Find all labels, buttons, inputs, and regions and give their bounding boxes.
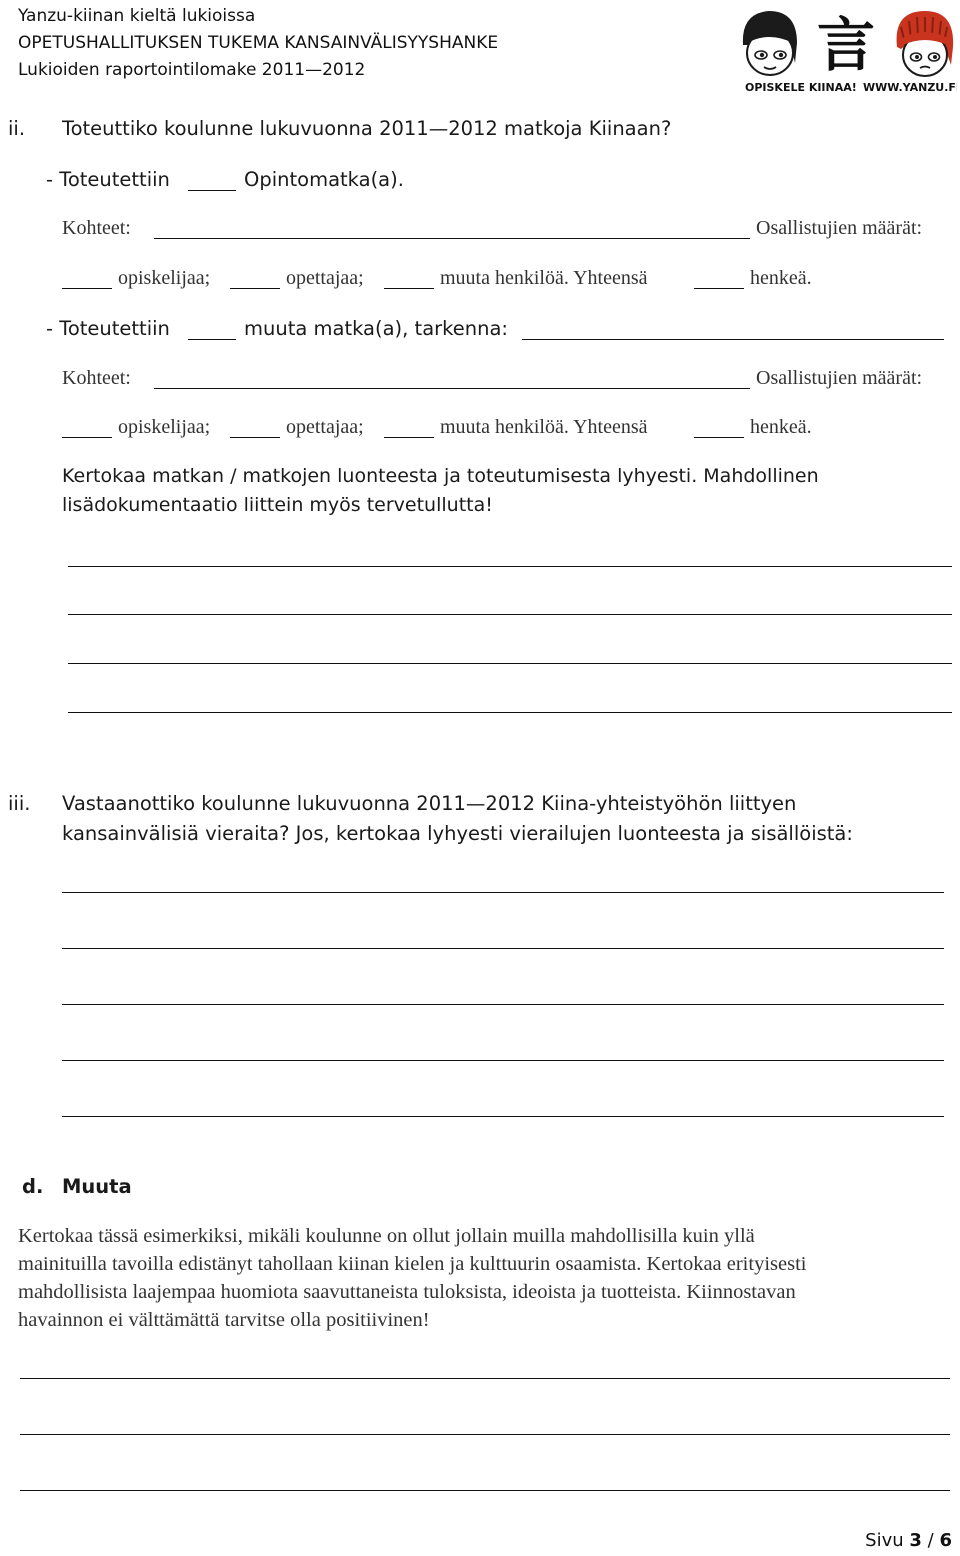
trip-description-line[interactable]	[68, 566, 952, 567]
other-trip-students-label: opiskelijaa;	[118, 416, 211, 438]
study-trip-teachers-field[interactable]	[230, 288, 280, 289]
page-total: 6	[939, 1530, 952, 1551]
section-d-line-4: havainnon ei välttämättä tarvitse olla positiivinen!	[18, 1309, 430, 1331]
svg-text:WWW.YANZU.FI: WWW.YANZU.FI	[863, 81, 957, 94]
trip-description-line[interactable]	[68, 712, 952, 713]
other-trip-specify-field[interactable]	[522, 339, 944, 340]
other-trip-persons-label: henkeä.	[750, 416, 812, 438]
section-iii-number: iii.	[8, 792, 31, 815]
study-trip-prefix: - Toteutettiin	[46, 168, 170, 191]
other-trip-students-field[interactable]	[62, 437, 112, 438]
page-separator: /	[927, 1530, 934, 1551]
visits-description-line[interactable]	[62, 1060, 944, 1061]
study-trip-total-field[interactable]	[694, 288, 744, 289]
other-notes-line[interactable]	[20, 1434, 950, 1435]
study-trip-persons-label: henkeä.	[750, 267, 812, 289]
section-d-title: Muuta	[62, 1175, 132, 1198]
other-trip-label: muuta matka(a), tarkenna:	[244, 317, 509, 340]
svg-text:言: 言	[816, 11, 876, 79]
section-d-line-1: Kertokaa tässä esimerkiksi, mikäli koulunne on ollut jollain muilla mahdollisilla kuin yllä	[18, 1225, 755, 1247]
study-trip-participants-label: Osallistujien määrät:	[756, 217, 923, 239]
other-trip-others-field[interactable]	[384, 437, 434, 438]
header-form-title: Lukioiden raportointilomake 2011—2012	[18, 60, 366, 80]
study-trip-count-field[interactable]	[188, 190, 236, 191]
page-current: 3	[909, 1530, 922, 1551]
yanzu-logo-graphic	[735, 5, 957, 95]
section-ii-number: ii.	[8, 117, 26, 140]
study-trip-teachers-label: opettajaa;	[286, 267, 364, 289]
trip-description-prompt-1: Kertokaa matkan / matkojen luonteesta ja toteutumisesta lyhyesti. Mahdollinen	[62, 465, 819, 487]
study-trip-others-field[interactable]	[384, 288, 434, 289]
header-funding-line: OPETUSHALLITUKSEN TUKEMA KANSAINVÄLISYYSHANKE	[18, 33, 499, 53]
page-prefix: Sivu	[865, 1530, 904, 1551]
other-notes-line[interactable]	[20, 1490, 950, 1491]
yan-character-icon	[817, 11, 875, 79]
section-d-number: d.	[22, 1175, 44, 1198]
trip-description-line[interactable]	[68, 614, 952, 615]
other-trip-others-label: muuta henkilöä. Yhteensä	[440, 416, 648, 438]
other-trip-count-field[interactable]	[188, 339, 236, 340]
yanzu-logo	[735, 5, 957, 95]
other-trip-teachers-field[interactable]	[230, 437, 280, 438]
trip-description-line[interactable]	[68, 663, 952, 664]
other-trip-participants-label: Osallistujien määrät:	[756, 367, 923, 389]
study-trip-destinations-field[interactable]	[154, 238, 750, 239]
visits-description-line[interactable]	[62, 948, 944, 949]
visits-description-line[interactable]	[62, 1116, 944, 1117]
study-trip-label: Opintomatka(a).	[244, 168, 404, 191]
section-d-paragraph	[18, 1222, 948, 1334]
visits-description-line[interactable]	[62, 892, 944, 893]
section-d-line-2: mainituilla tavoilla edistänyt tahollaan kiinan kielen ja kulttuurin osaamista. Kertokaa erityisesti	[18, 1253, 807, 1275]
study-trip-destinations-label: Kohteet:	[62, 217, 131, 239]
study-trip-students-label: opiskelijaa;	[118, 267, 211, 289]
study-trip-students-field[interactable]	[62, 288, 112, 289]
section-iii-question-1: Vastaanottiko koulunne lukuvuonna 2011—2012 Kiina-yhteistyöhön liittyen	[62, 792, 797, 815]
study-trip-others-label: muuta henkilöä. Yhteensä	[440, 267, 648, 289]
trip-description-prompt-2: lisädokumentaatio liittein myös tervetullutta!	[62, 494, 493, 516]
section-d-line-3: mahdollisista laajempaa huomiota saavuttaneista tuloksista, ideoista ja tuotteista. Kiinnostavan	[18, 1281, 796, 1303]
other-trip-prefix: - Toteutettiin	[46, 317, 170, 340]
other-notes-line[interactable]	[20, 1378, 950, 1379]
section-ii-question: Toteuttiko koulunne lukuvuonna 2011—2012 matkoja Kiinaan?	[62, 117, 672, 140]
left-face-icon	[743, 11, 797, 75]
section-iii-question-2: kansainvälisiä vieraita? Jos, kertokaa lyhyesti vierailujen luonteesta ja sisällöistä:	[62, 822, 853, 845]
right-face-icon	[897, 11, 954, 76]
visits-description-line[interactable]	[62, 1004, 944, 1005]
other-trip-destinations-label: Kohteet:	[62, 367, 131, 389]
header-project-title: Yanzu-kiinan kieltä lukioissa	[18, 6, 256, 26]
page-number	[865, 1530, 952, 1551]
svg-text:OPISKELE KIINAA!: OPISKELE KIINAA!	[745, 81, 857, 94]
other-trip-total-field[interactable]	[694, 437, 744, 438]
other-trip-destinations-field[interactable]	[154, 388, 750, 389]
other-trip-teachers-label: opettajaa;	[286, 416, 364, 438]
